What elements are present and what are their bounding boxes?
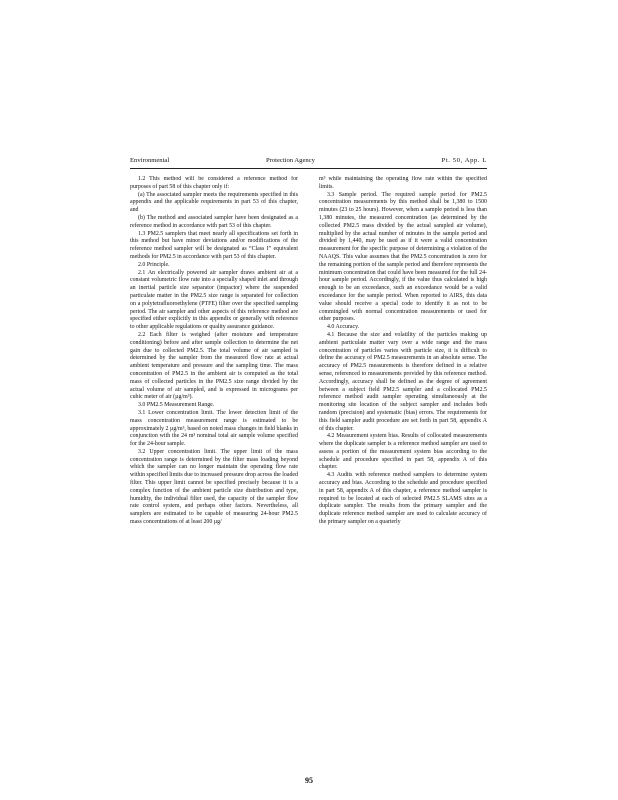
paragraph: 1.3 PM2.5 samplers that meet nearly all specifications set forth in this method but have minor deviations and/or modifications of the reference method sampler will be designated as “Class I” equivalent methods for PM2.5 in accordance with part 53 of this chapter. (130, 230, 298, 260)
paragraph: 2.1 An electrically powered air sampler draws ambient air at a constant volumetric flow rate into a specially shaped inlet and through an inertial particle size separator (impactor) where the suspended particulate matter in the PM2.5 size range is separated for collection on a polytetrafluoroethylene (PTFE) filter over the specified sampling period. The air sampler and other aspects of this reference method are specified either explicitly in this appendix or generally with reference to other applicable regulations or quality assurance guidance. (130, 269, 298, 331)
section-heading: 3.0 PM2.5 Measurement Range. (138, 402, 215, 409)
section-heading: 2.0 Principle. (138, 261, 170, 268)
paragraph: 3.1 Lower concentration limit. The lower detection limit of the mass concentration measurement range is estimated to be approximately 2 µg/m³, based on noted mass changes in field blanks in conjunction with the 24 m³ nominal total air sample volume specified for the 24-hour sample. (130, 409, 298, 448)
paragraph: (b) The method and associated sampler have been designated as a reference method in accordance with part 53 of this chapter. (130, 214, 298, 229)
paragraph: (a) The associated sampler meets the requirements specified in this appendix and the applicable requirements in part 53 of this chapter, and (130, 191, 298, 214)
header-part-reference: Pt. 50, App. L (441, 157, 487, 164)
paragraph: 3.3 Sample period. The required sample period for PM2.5 concentration measurements by this method shall be 1,380 to 1500 minutes (23 to 25 hours). However, when a sample period is less than 1,380 minutes, the measured concentration (as determined by the collected PM2.5 mass divided by the actual sampled air volume), multiplied by the actual number of minutes in the sample period and divided by 1,440, may be used as if it were a valid concentration measurement for the specific purpose of determining a violation of the NAAQS. This value assumes that the PM2.5 concentration is zero for the remaining portion of the sample period and therefore represents the minimum concentration that could have been measured for the full 24-hour sample period. Accordingly, if the value thus calculated is high enough to be an exceedance, such an exceedance would be a valid exceedance for the sample period. When reported to AIRS, this data value should receive a special code to identify it as not to be commingled with normal concentration measurements or used for other purposes. (319, 191, 487, 323)
paragraph: 2.2 Each filter is weighed (after moisture and temperature conditioning) before and after sample collection to determine the net gain due to collected PM2.5. The total volume of air sampled is determined by the sampler from the measured flow rate at actual ambient temperature and pressure and the sampling time. The mass concentration of PM2.5 in the ambient air is computed as the total mass of collected particles in the PM2.5 size range divided by the actual volume of air sampled, and is expressed in micrograms per cubic meter of air (µg/m³). (130, 331, 298, 401)
paragraph: m³ while maintaining the operating flow rate within the specified limits. (319, 176, 487, 190)
header-agency-name: Protection Agency (266, 157, 315, 164)
section-heading: 4.0 Accuracy. (327, 324, 360, 331)
page-number: 95 (305, 776, 313, 785)
paragraph: 1.2 This method will be considered a reference method for purposes of part 58 of this chapter only if: (130, 176, 298, 190)
left-text-column (130, 176, 298, 772)
paragraph: 4.3 Audits with reference method samplers to determine system accuracy and bias. According to the schedule and procedure specified in part 58, appendix A of this chapter, a reference method sampler is required to be located at each of selected PM2.5 SLAMS sites as a duplicate sampler. The results from the primary sampler and the duplicate reference method sampler are used to calculate accuracy of the primary sampler on a quarterly (319, 472, 487, 526)
paragraph: 4.1 Because the size and volatility of the particles making up ambient particulate matter vary over a wide range and the mass concentration of particles varies with particle size, it is difficult to define the accuracy of PM2.5 measurements in an absolute sense. The accuracy of PM2.5 measurements is therefore defined in a relative sense, referenced to measurements provided by this reference method. Accordingly, accuracy shall be defined as the degree of agreement between a subject field PM2.5 sampler and a collocated PM2.5 reference method audit sampler operating simultaneously at the monitoring site location of the subject sampler and includes both random (precision) and systematic (bias) errors. The requirements for this field sampler audit procedure are set forth in part 58, appendix A of this chapter. (319, 331, 487, 432)
right-text-column (319, 176, 487, 772)
paragraph: 4.2 Measurement system bias. Results of collocated measurements where the duplicate sampler is a reference method sampler are used to assess a portion of the measurement system bias according to the schedule and procedure specified in part 58, appendix A of this chapter. (319, 433, 487, 471)
paragraph: 3.2 Upper concentration limit. The upper limit of the mass concentration range is determined by the filter mass loading beyond which the sampler can no longer maintain the operating flow rate within specified limits due to increased pressure drop across the loaded filter. This upper limit cannot be specified precisely because it is a complex function of the ambient particle size distribution and type, humidity, the individual filter used, the capacity of the sampler flow rate control system, and perhaps other factors. Nevertheless, all samplers are estimated to be capable of measuring 24-hour PM2.5 mass concentrations of at least 200 µg/ (130, 448, 298, 526)
running-header (130, 156, 487, 169)
header-agency: Environmental (130, 157, 170, 164)
